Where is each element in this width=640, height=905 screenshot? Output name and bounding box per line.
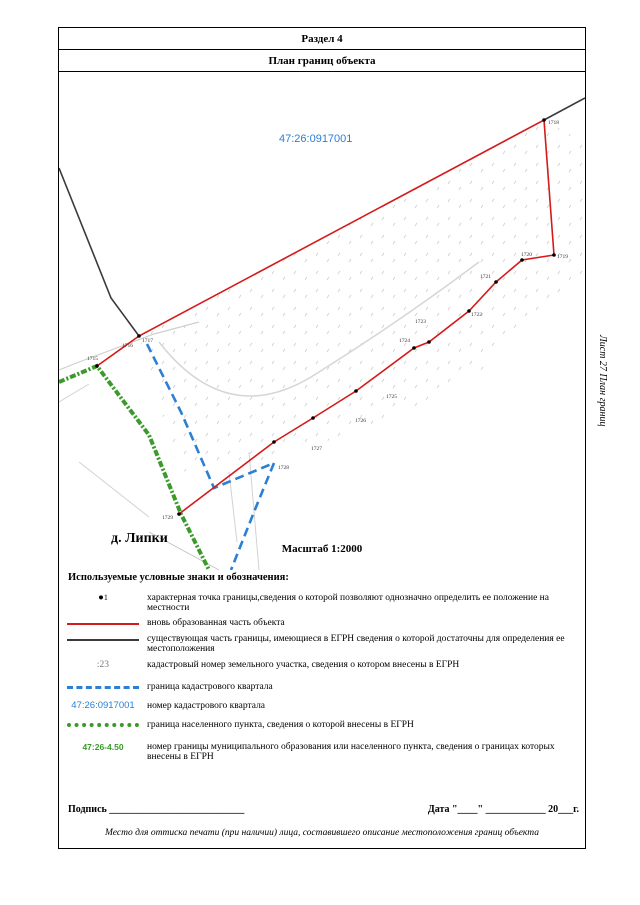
point-label-1725: 1725 <box>386 394 397 400</box>
point-label-1728: 1728 <box>278 465 289 471</box>
cadastral-number-symbol: :23 <box>96 660 110 670</box>
point-label-1723: 1723 <box>415 319 426 325</box>
point-label-1721: 1721 <box>480 274 491 280</box>
legend-title: Используемые условные знаки и обозначения: <box>68 572 289 583</box>
point-label-1724: 1724 <box>399 338 410 344</box>
point-marker <box>272 440 276 444</box>
existing-boundary-symbol <box>67 639 139 641</box>
point-label-1717: 1717 <box>142 338 153 344</box>
quarter-boundary-symbol <box>67 686 139 689</box>
point-marker <box>542 118 546 122</box>
point-label-1716: 1716 <box>122 343 133 349</box>
point-marker <box>137 334 141 338</box>
point-label-1718: 1718 <box>548 120 559 126</box>
plan-title: План границ объекта <box>59 50 585 72</box>
stamp-note: Место для оттиска печати (при наличии) лица, составившего описание местоположения границ объекта <box>105 828 539 838</box>
legend-existing-desc: существующая часть границы, имеющиеся в ЕГРН сведения о которой достаточны для определения ее местоположения <box>147 634 565 654</box>
section-title: Раздел 4 <box>59 28 585 50</box>
point-label-1729: 1729 <box>162 515 173 521</box>
point-marker <box>412 346 416 350</box>
legend-point-desc: характерная точка границы,сведения о которой позволяют однозначно определить ее положение на местности <box>147 593 549 613</box>
legend-municipal-desc: номер границы муниципального образования или населенного пункта, сведения о границах которых внесены в ЕГРН <box>147 742 555 762</box>
point-label-1720: 1720 <box>521 252 532 258</box>
map-svg <box>59 72 585 570</box>
side-sheet-note: Лист 27 План границ <box>597 335 608 427</box>
existing-boundary-line <box>59 168 139 336</box>
point-symbol-label: 1 <box>103 593 108 602</box>
boundary-map <box>59 72 585 570</box>
point-marker <box>95 364 99 368</box>
point-label-1722: 1722 <box>471 312 482 318</box>
settlement-name-label: д. Липки <box>111 531 168 546</box>
point-marker <box>311 416 315 420</box>
legend-quarter-number-desc: номер кадастрового квартала <box>147 701 266 711</box>
point-marker <box>552 253 556 257</box>
quarter-number-label: 47:26:0917001 <box>279 133 353 145</box>
existing-boundary-line <box>544 98 585 120</box>
settlement-boundary-symbol <box>67 723 139 727</box>
road-line <box>59 384 149 517</box>
point-marker <box>520 258 524 262</box>
quarter-number-symbol: 47:26:0917001 <box>71 700 135 711</box>
point-label-1726: 1726 <box>355 418 366 424</box>
municipal-symbol: 47:26-4.50 <box>82 742 124 752</box>
point-label-1719: 1719 <box>557 254 568 260</box>
point-marker <box>354 389 358 393</box>
legend-new-desc: вновь образованная часть объекта <box>147 618 285 628</box>
point-marker <box>427 340 431 344</box>
point-marker <box>177 512 181 516</box>
document-frame <box>58 27 586 849</box>
new-boundary-symbol <box>67 623 139 625</box>
legend-quarter-boundary-desc: граница кадастрового квартала <box>147 682 273 692</box>
point-label-1715: 1715 <box>87 356 98 362</box>
signature-field: Подпись ___________________________ <box>68 804 245 815</box>
point-label-1727: 1727 <box>311 446 322 452</box>
legend-cadastral-desc: кадастровый номер земельного участка, сведения о котором внесены в ЕГРН <box>147 660 460 670</box>
point-symbol: ●1 <box>98 593 108 603</box>
date-field: Дата "____" ____________ 20___г. <box>427 804 579 815</box>
point-marker <box>494 280 498 284</box>
map-scale: Масштаб 1:2000 <box>281 543 363 555</box>
legend-settlement-desc: граница населенного пункта, сведения о которой внесены в ЕГРН <box>147 720 414 730</box>
